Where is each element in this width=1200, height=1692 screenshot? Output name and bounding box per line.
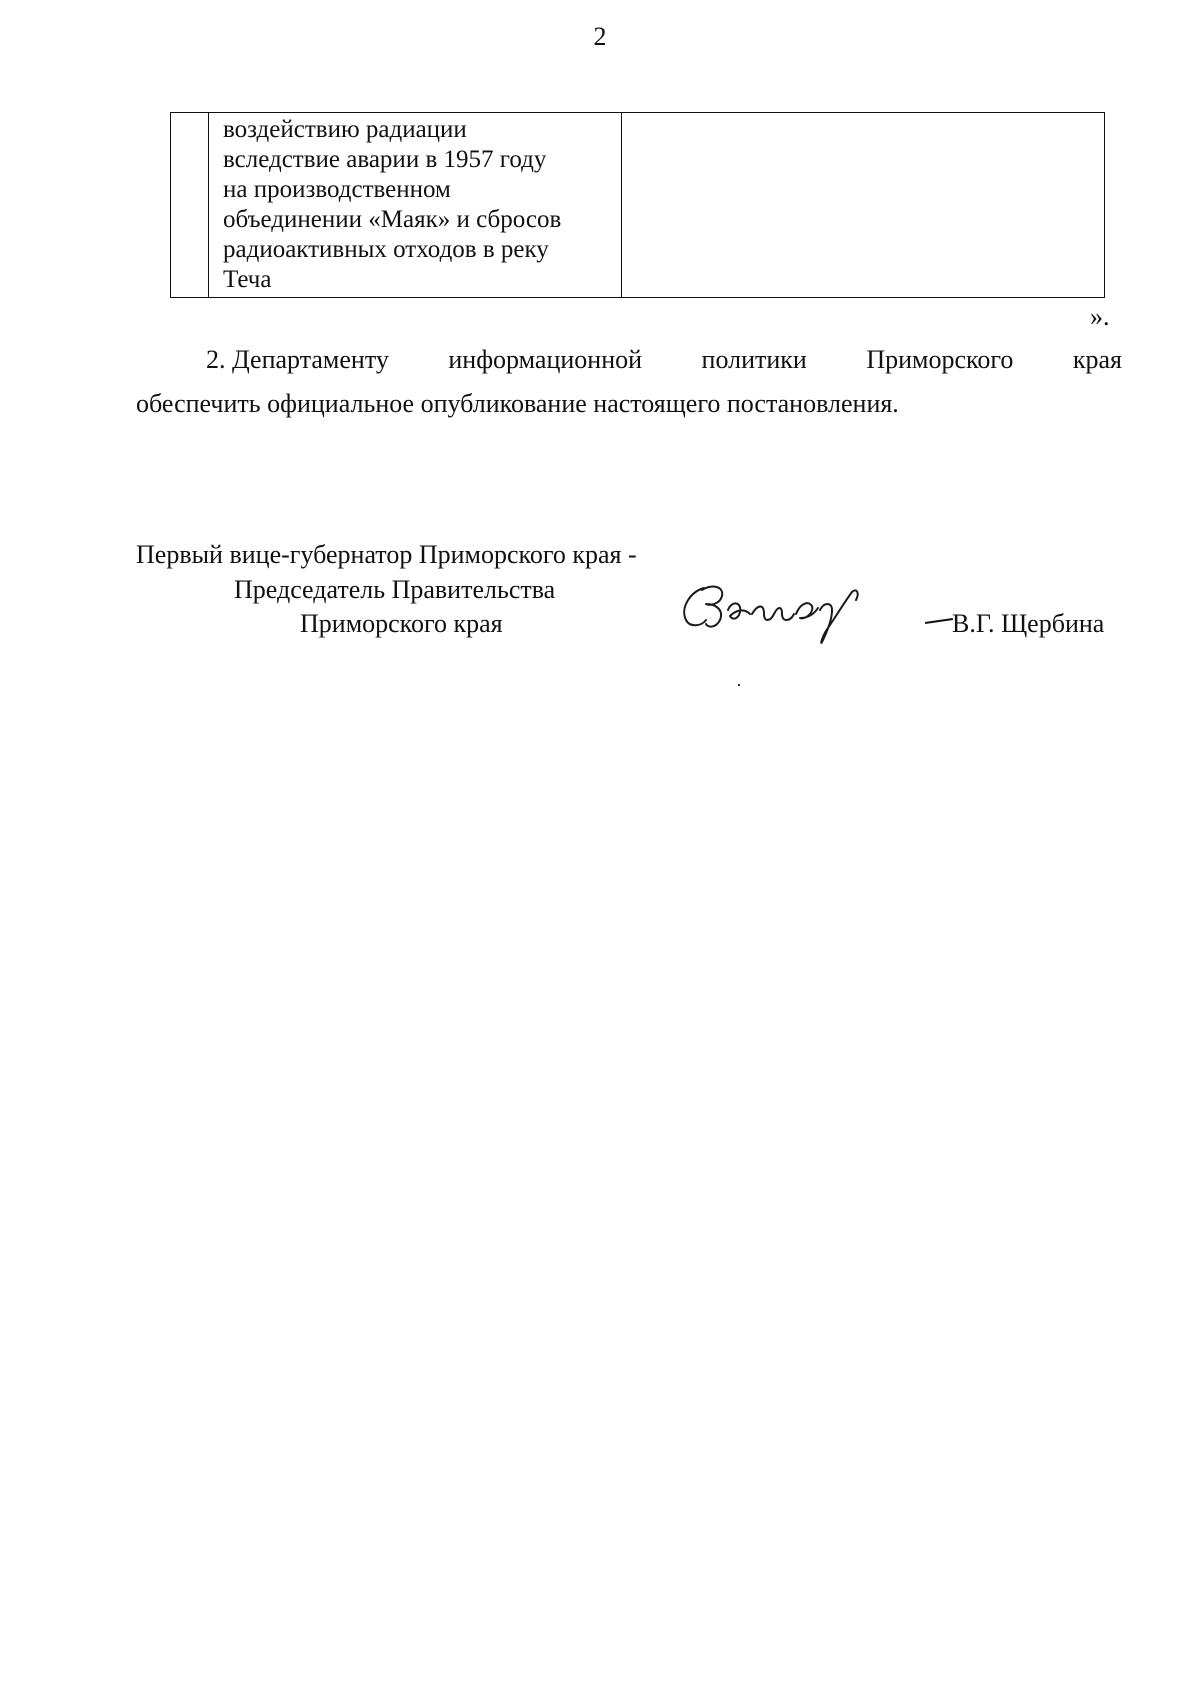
paragraph-word: края [1072, 345, 1122, 374]
paragraph-word: политики [701, 345, 807, 374]
page-number: 2 [593, 22, 607, 51]
table-cell-value [622, 113, 1105, 298]
signer-title-line-3: Приморского края [300, 609, 503, 638]
handwritten-signature [672, 570, 902, 650]
document-table [170, 112, 1105, 298]
table-cell-text [209, 113, 622, 298]
table-text-line: на производственном [223, 176, 451, 203]
paragraph-2 [136, 338, 1122, 426]
signature-dash [925, 618, 953, 624]
table-text-line: Теча [223, 266, 272, 293]
signer-title-line-2: Председатель Правительства [234, 575, 556, 604]
table-row [171, 113, 1105, 298]
closing-quote-mark: ». [1090, 302, 1110, 331]
table-cell-number [171, 113, 209, 298]
paragraph-word: информационной [448, 345, 643, 374]
paragraph-line-1 [136, 338, 1122, 382]
table-text-line: радиоактивных отходов в реку [223, 236, 549, 263]
paragraph-word: Приморского [866, 345, 1014, 374]
paragraph-line-2: обеспечить официальное опубликование настоящего постановления. [136, 389, 899, 418]
table-text-line: объединении «Маяк» и сбросов [223, 206, 562, 233]
table-text-line: воздействию радиации [223, 116, 467, 143]
signer-name: В.Г. Щербина [952, 609, 1105, 638]
table-text-line: вследствие аварии в 1957 году [223, 146, 547, 173]
signer-title-line-1: Первый вице-губернатор Приморского края - [136, 540, 637, 569]
paragraph-word: 2. Департаменту [206, 345, 389, 374]
stray-dot [738, 684, 740, 686]
